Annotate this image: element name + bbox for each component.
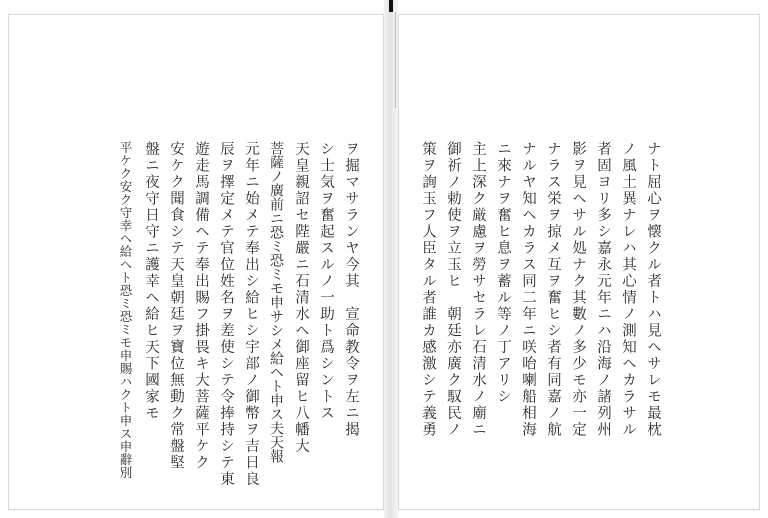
text-column: 者固ヨリ多シ嘉永元年ニハ沿海ノ諸列州: [595, 141, 611, 438]
text-column: ニ來ナヲ奮ヒ息ヲ蓄ル等ノ丁アリシ: [495, 141, 511, 405]
text-column: 安ケク聞食シテ天皇朝廷ヲ寶位無動ク常盤堅: [168, 141, 184, 471]
text-column: 辰ヲ擇定メテ官位姓名ヲ差使シテ令捧持シテ東: [218, 141, 234, 488]
text-column: 平ケク安ク守幸ヘ給ヘト恐ミ恐ミモ申賜ハクト申ス申辭別: [118, 141, 133, 479]
text-column: ナルヤ知ヘカラス同二年ニ咲咍喇船相海: [520, 141, 536, 438]
text-column: ナラス栄ヲ掠メ互ヲ奮ヒシ者有同嘉ノ航: [545, 141, 561, 438]
text-column: 主上深ク厳慮ヲ勞サセラレ石清水ノ廟ニ: [470, 141, 486, 438]
text-column: 菩薩ノ廣前ニ恐ミ恐ミモ申サシメ給ヘト申ス夫天報: [268, 141, 284, 463]
text-column: ナト屈心ヲ懐クル者トハ見ヘサレモ最枕: [645, 141, 661, 438]
text-column: ノ風土異ナレハ其心情ノ測知ヘカラサル: [620, 141, 636, 438]
text-column: 御祈ノ勅使ヲ立玉ヒ 朝廷亦廣ク馭民ノ: [445, 141, 461, 438]
left-page: [8, 14, 384, 510]
text-column: 影ヲ見ヘサル処ナク其數ノ多少モ亦一定: [570, 141, 586, 438]
spine-mark: [389, 0, 393, 12]
text-column: 策ヲ詢玉フ人臣タル者誰カ感激シテ義勇: [420, 141, 436, 438]
text-column: 遊走馬調備ヘテ奉出賜フ掛畏キ大菩薩平ケク: [193, 141, 209, 471]
text-column: 盤ニ夜守日守ニ護幸ヘ給ヒ天下國家モ: [143, 141, 159, 422]
scan-line: [395, 12, 396, 108]
text-column: 天皇親詔セ陛嚴ニ石清水ヘ御座留ヒ八幡大: [293, 141, 309, 455]
right-page: [398, 14, 760, 510]
text-column: ヲ掘マサランヤ今其 宣命教令ヲ左ニ揭: [343, 141, 359, 438]
text-column: シ士気ヲ奮起スルノ一助ト爲シントス: [318, 141, 334, 422]
text-column: 元年ニ始メテ奉出シ給ヒシ宇部ノ御幣ヲ吉日良: [243, 141, 259, 488]
